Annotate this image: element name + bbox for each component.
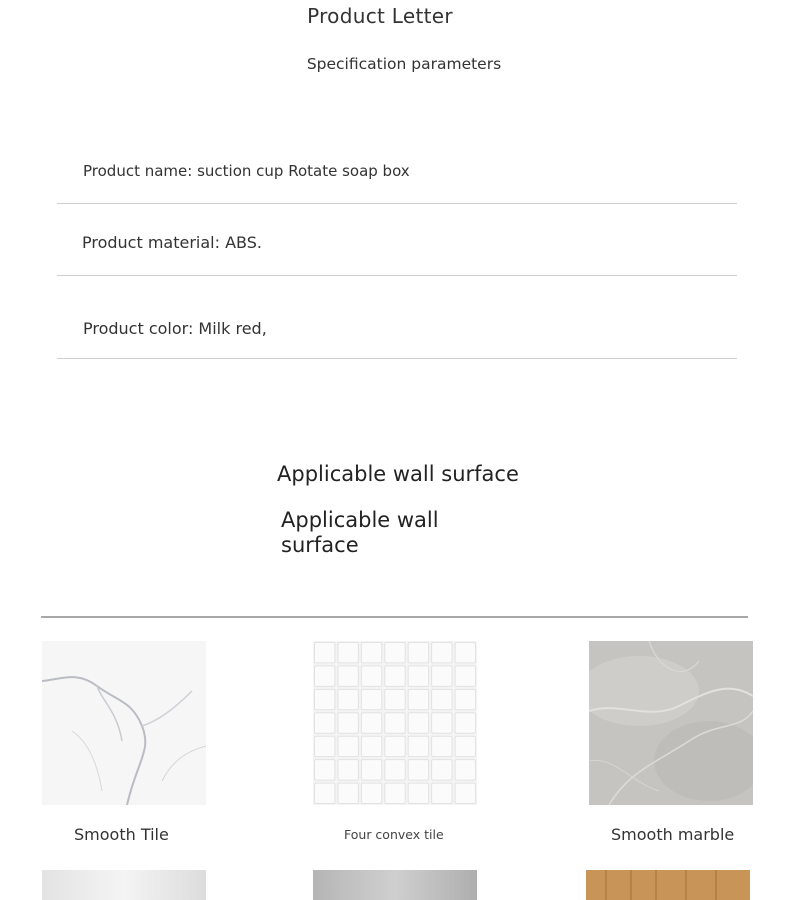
spec-product-color: Product color: Milk red, xyxy=(83,319,267,338)
page-title: Product Letter xyxy=(307,4,453,28)
spec-divider xyxy=(57,203,737,204)
wall-surface-heading: Applicable wall surface xyxy=(277,462,519,486)
section-divider xyxy=(41,616,748,618)
surface-label-smooth-marble: Smooth marble xyxy=(611,825,735,844)
grey-textured-tile-icon xyxy=(313,870,477,900)
wood-grain-texture-icon xyxy=(586,870,750,900)
white-marble-texture-icon xyxy=(42,641,206,805)
surface-label-four-convex-tile: Four convex tile xyxy=(344,827,444,842)
spec-product-material: Product material: ABS. xyxy=(82,233,262,252)
spec-divider xyxy=(57,275,737,276)
white-grid-tile-texture-icon xyxy=(313,641,477,805)
surface-label-smooth-tile: Smooth Tile xyxy=(74,825,169,844)
grey-marble-texture-icon xyxy=(589,641,753,805)
wall-surface-heading-repeat: Applicable wall surface xyxy=(281,508,439,557)
spec-product-name: Product name: suction cup Rotate soap box xyxy=(83,162,410,180)
page-subtitle: Specification parameters xyxy=(306,55,502,73)
frosted-glass-texture-icon xyxy=(42,870,206,900)
spec-divider xyxy=(57,358,737,359)
